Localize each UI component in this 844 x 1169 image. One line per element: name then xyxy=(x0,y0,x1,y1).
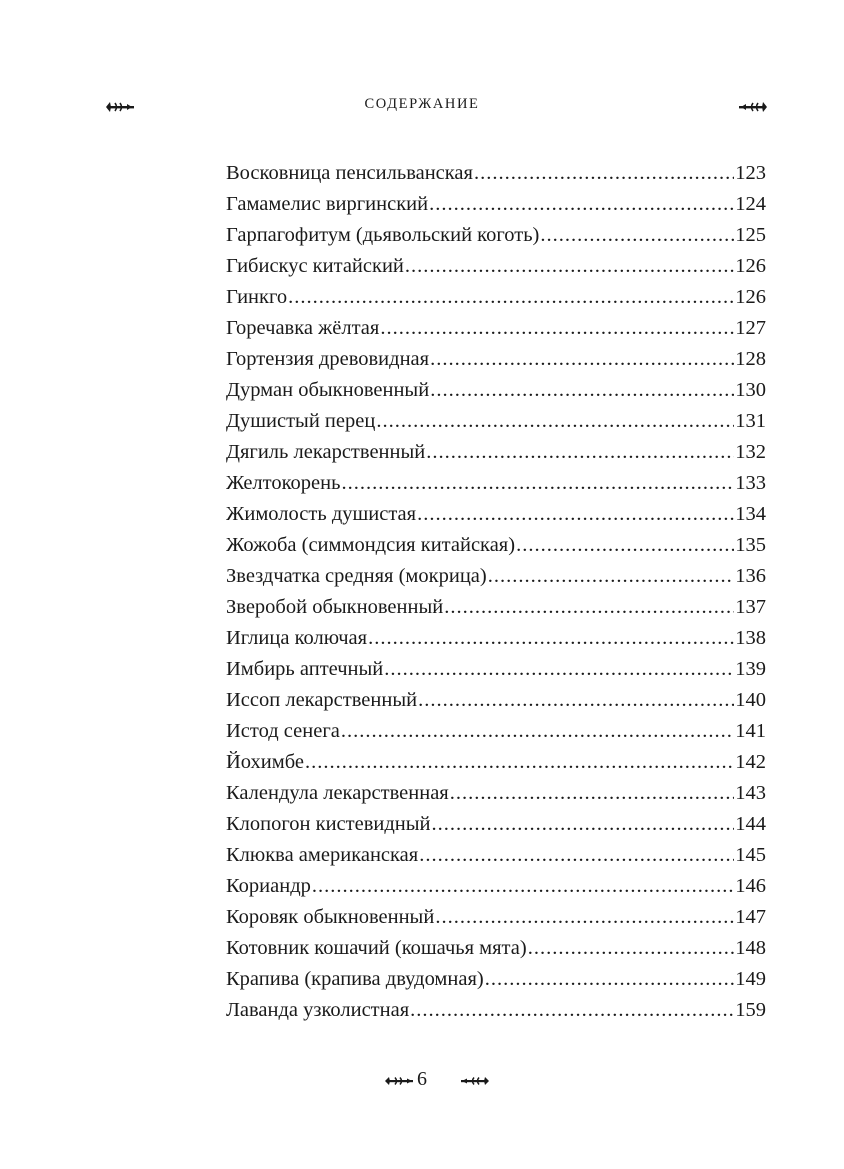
toc-entry-page: 133 xyxy=(735,472,766,494)
dot-leader xyxy=(430,375,734,406)
toc-entry[interactable] xyxy=(226,778,766,809)
toc-entry[interactable] xyxy=(226,499,766,530)
dot-leader xyxy=(405,251,734,282)
toc-entry[interactable] xyxy=(226,592,766,623)
toc-entry[interactable] xyxy=(226,313,766,344)
toc-entry-page: 142 xyxy=(735,751,766,773)
dot-leader xyxy=(417,499,734,530)
toc-entry-page: 139 xyxy=(735,658,766,680)
toc-entry[interactable] xyxy=(226,623,766,654)
dot-leader xyxy=(516,530,734,561)
toc-entry[interactable] xyxy=(226,530,766,561)
toc-entry-page: 137 xyxy=(735,596,766,618)
page-title: СОДЕРЖАНИЕ xyxy=(364,96,480,112)
dot-leader xyxy=(432,809,735,840)
page-number: 6 xyxy=(417,1068,427,1090)
toc-entry-title: Гинкго xyxy=(226,286,288,308)
toc-entry[interactable] xyxy=(226,282,766,313)
toc-entry-title: Кориандр xyxy=(226,875,311,897)
toc-entry-title: Душистый перец xyxy=(226,410,376,432)
toc-entry-title: Гортензия древовидная xyxy=(226,348,430,370)
toc-entry[interactable] xyxy=(226,654,766,685)
toc-entry[interactable] xyxy=(226,468,766,499)
toc-entry-title: Иглица колючая xyxy=(226,627,368,649)
dot-leader xyxy=(474,158,734,189)
toc-entry[interactable] xyxy=(226,902,766,933)
toc-entry[interactable] xyxy=(226,747,766,778)
toc-entry-title: Звездчатка средняя (мокрица) xyxy=(226,565,487,587)
dot-leader xyxy=(410,995,734,1026)
toc-entry-page: 126 xyxy=(735,286,766,308)
toc-entry[interactable] xyxy=(226,158,766,189)
toc-entry-page: 134 xyxy=(735,503,766,525)
dot-leader xyxy=(380,313,734,344)
toc-entry-page: 132 xyxy=(735,441,766,463)
toc-entry-title: Восковница пенсильванская xyxy=(226,162,473,184)
toc-entry-title: Лаванда узколистная xyxy=(226,999,410,1021)
dot-leader xyxy=(384,654,734,685)
running-header xyxy=(0,92,844,122)
toc-entry-page: 125 xyxy=(735,224,766,246)
toc-entry-page: 148 xyxy=(735,937,766,959)
toc-entry-page: 126 xyxy=(735,255,766,277)
toc-entry-page: 127 xyxy=(735,317,766,339)
dot-leader xyxy=(426,437,734,468)
dot-leader xyxy=(376,406,734,437)
toc-entry-page: 138 xyxy=(735,627,766,649)
dot-leader xyxy=(485,964,735,995)
toc-entry-title: Клюква американская xyxy=(226,844,419,866)
toc-entry-page: 147 xyxy=(735,906,766,928)
toc-entry-title: Гамамелис виргинский xyxy=(226,193,429,215)
toc-entry-page: 159 xyxy=(735,999,766,1021)
toc-entry[interactable] xyxy=(226,251,766,282)
toc-entry-page: 130 xyxy=(735,379,766,401)
toc-entry-title: Йохимбе xyxy=(226,751,304,773)
toc-entry[interactable] xyxy=(226,344,766,375)
toc-entry-page: 136 xyxy=(735,565,766,587)
toc-entry-title: Зверобой обыкновенный xyxy=(226,596,444,618)
table-of-contents xyxy=(226,158,766,1026)
toc-entry[interactable] xyxy=(226,995,766,1026)
dot-leader xyxy=(418,685,734,716)
toc-entry-page: 144 xyxy=(735,813,766,835)
toc-entry-title: Дягиль лекарственный xyxy=(226,441,426,463)
toc-entry-page: 131 xyxy=(735,410,766,432)
toc-entry-page: 143 xyxy=(735,782,766,804)
toc-entry[interactable] xyxy=(226,871,766,902)
toc-entry[interactable] xyxy=(226,685,766,716)
toc-entry-title: Горечавка жёлтая xyxy=(226,317,380,339)
dot-leader xyxy=(341,468,734,499)
toc-entry-title: Клопогон кистевидный xyxy=(226,813,431,835)
toc-entry-page: 135 xyxy=(735,534,766,556)
toc-entry-page: 145 xyxy=(735,844,766,866)
toc-entry[interactable] xyxy=(226,437,766,468)
dot-leader xyxy=(430,344,734,375)
toc-entry[interactable] xyxy=(226,561,766,592)
toc-entry-title: Крапива (крапива двудомная) xyxy=(226,968,484,990)
dot-leader xyxy=(312,871,734,902)
dot-leader xyxy=(419,840,734,871)
toc-entry-title: Котовник кошачий (кошачья мята) xyxy=(226,937,527,959)
toc-entry-page: 149 xyxy=(735,968,766,990)
toc-entry-page: 146 xyxy=(735,875,766,897)
toc-entry[interactable] xyxy=(226,220,766,251)
toc-entry[interactable] xyxy=(226,716,766,747)
toc-entry-title: Жимолость душистая xyxy=(226,503,417,525)
dot-leader xyxy=(288,282,734,313)
toc-entry-page: 128 xyxy=(735,348,766,370)
toc-entry-title: Календула лекарственная xyxy=(226,782,449,804)
page-footer xyxy=(0,1068,844,1094)
toc-entry[interactable] xyxy=(226,933,766,964)
dot-leader xyxy=(341,716,734,747)
toc-entry-title: Коровяк обыкновенный xyxy=(226,906,435,928)
toc-entry-title: Истод сенега xyxy=(226,720,340,742)
fleuron-ornament-icon xyxy=(458,1075,490,1087)
dot-leader xyxy=(450,778,735,809)
fleuron-ornament-icon xyxy=(736,100,768,114)
dot-leader xyxy=(488,561,735,592)
toc-entry-page: 141 xyxy=(735,720,766,742)
dot-leader xyxy=(368,623,734,654)
toc-entry[interactable] xyxy=(226,375,766,406)
toc-entry-title: Жожоба (симмондсия китайская) xyxy=(226,534,516,556)
toc-entry[interactable] xyxy=(226,406,766,437)
toc-entry-page: 123 xyxy=(735,162,766,184)
toc-entry-title: Желтокорень xyxy=(226,472,341,494)
dot-leader xyxy=(305,747,734,778)
toc-entry[interactable] xyxy=(226,840,766,871)
toc-entry-title: Иссоп лекарственный xyxy=(226,689,418,711)
toc-entry-title: Гибискус китайский xyxy=(226,255,404,277)
dot-leader xyxy=(528,933,735,964)
toc-entry-title: Имбирь аптечный xyxy=(226,658,384,680)
toc-entry-title: Дурман обыкновенный xyxy=(226,379,430,401)
toc-entry-title: Гарпагофитум (дьявольский коготь) xyxy=(226,224,540,246)
toc-entry-page: 140 xyxy=(735,689,766,711)
toc-entry[interactable] xyxy=(226,189,766,220)
toc-entry[interactable] xyxy=(226,964,766,995)
dot-leader xyxy=(540,220,734,251)
toc-entry-page: 124 xyxy=(735,193,766,215)
dot-leader xyxy=(429,189,734,220)
toc-entry[interactable] xyxy=(226,809,766,840)
dot-leader xyxy=(444,592,734,623)
dot-leader xyxy=(435,902,734,933)
